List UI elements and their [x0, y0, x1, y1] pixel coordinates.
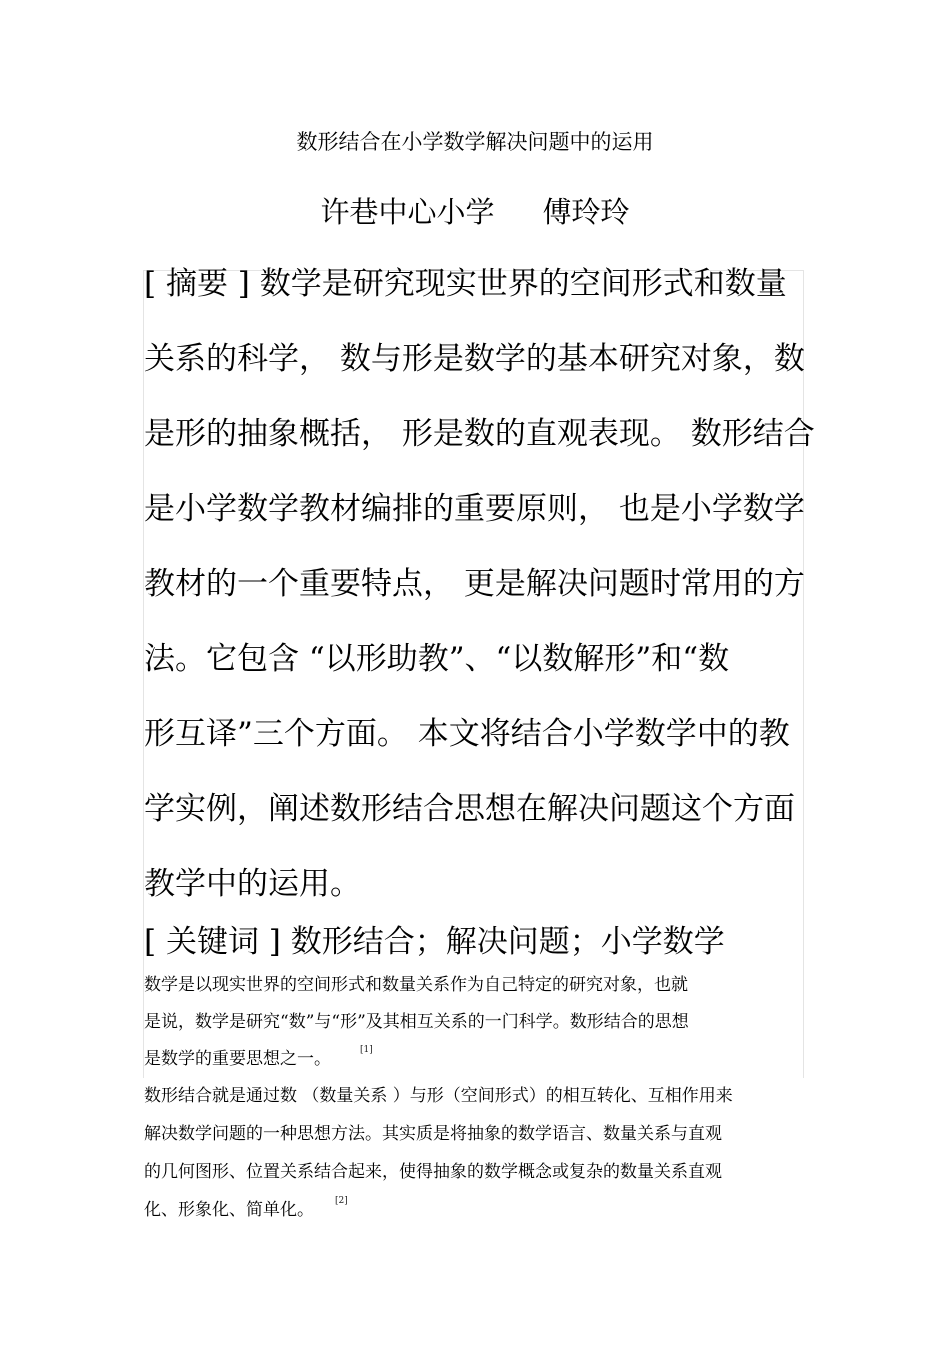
abstract-line: 法。它包含 “以形助教”、“以数解形”和“数	[144, 641, 730, 677]
author-name: 傅玲玲	[542, 195, 630, 229]
paragraph2-line: 数形结合就是通过数 （数量关系 ）与形（空间形式）的相互转化、互相作用来	[144, 1086, 733, 1106]
abstract-line: 教材的一个重要特点， 更是解决问题时常用的方	[144, 566, 805, 602]
paragraph2-line: 化、形象化、简单化。	[144, 1200, 314, 1220]
citation-ref-2: [2]	[335, 1196, 348, 1206]
abstract-line: [ 摘要 ] 数学是研究现实世界的空间形式和数量	[144, 266, 787, 302]
abstract-line: 形互译”三个方面。 本文将结合小学数学中的教	[144, 716, 790, 752]
paragraph1-line: 数学是以现实世界的空间形式和数量关系作为自己特定的研究对象，也就	[144, 975, 688, 995]
paragraph1-line: 是说，数学是研究“数”与“形”及其相互关系的一门科学。数形结合的思想	[144, 1012, 689, 1032]
byline	[0, 190, 950, 231]
abstract-line: 学实例，阐述数形结合思想在解决问题这个方面	[144, 791, 795, 827]
keywords-line: [ 关键词 ] 数形结合；解决问题；小学数学	[144, 924, 725, 960]
document-title: 数形结合在小学数学解决问题中的运用	[296, 130, 654, 154]
paragraph2-line: 解决数学问题的一种思想方法。其实质是将抽象的数学语言、数量关系与直观	[144, 1124, 722, 1144]
paragraph1-line: 是数学的重要思想之一。	[144, 1049, 331, 1069]
school-name: 许巷中心小学	[320, 195, 495, 229]
frame-right-line	[803, 270, 804, 1078]
abstract-line: 关系的科学， 数与形是数学的基本研究对象，数	[144, 341, 805, 377]
paragraph2-line: 的几何图形、位置关系结合起来，使得抽象的数学概念或复杂的数量关系直观	[144, 1162, 722, 1182]
citation-ref-1: [1]	[360, 1045, 373, 1055]
abstract-line: 教学中的运用。	[144, 866, 361, 902]
abstract-line: 是形的抽象概括， 形是数的直观表现。 数形结合	[144, 416, 815, 452]
abstract-line: 是小学数学教材编排的重要原则， 也是小学数学	[144, 491, 805, 527]
